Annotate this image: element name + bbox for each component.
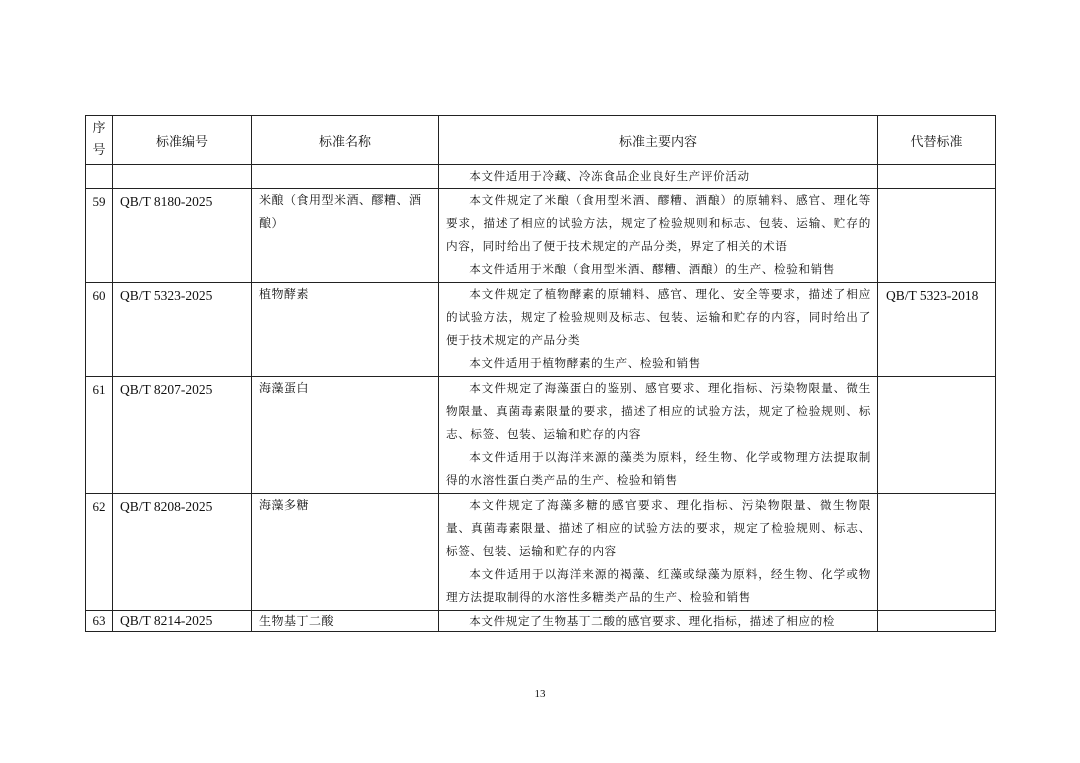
row-name: 米酿（食用型米酒、醪糟、酒酿） xyxy=(252,189,439,283)
table-row xyxy=(86,611,996,632)
table-row xyxy=(86,494,996,611)
row-content xyxy=(439,494,878,611)
standards-table xyxy=(85,115,996,632)
header-seq xyxy=(86,116,113,165)
row-replace xyxy=(878,611,996,632)
row-content-para1: 本文件规定了米酿（食用型米酒、醪糟、酒酿）的原辅料、感官、理化等要求，描述了相应的试验方法，规定了检验规则和标志、包装、运输、贮存的内容，同时给出了便于技术规定的产品分类，界定了相关的术语 xyxy=(446,193,871,253)
row-name: 植物酵素 xyxy=(252,283,439,377)
header-code: 标准编号 xyxy=(113,116,252,165)
continuation-content: 本文件适用于冷藏、冷冻食品企业良好生产评价活动 xyxy=(439,165,878,189)
row-seq: 60 xyxy=(86,283,113,377)
row-content xyxy=(439,611,878,632)
row-code: QB/T 8214-2025 xyxy=(113,611,252,632)
row-content-para2: 本文件适用于以海洋来源的藻类为原料，经生物、化学或物理方法提取制得的水溶性蛋白类产品的生产、检验和销售 xyxy=(446,450,871,487)
header-replace: 代替标准 xyxy=(878,116,996,165)
row-name: 生物基丁二酸 xyxy=(252,611,439,632)
header-seq-line1: 序 xyxy=(92,121,106,136)
header-seq-line2: 号 xyxy=(92,143,106,158)
table-row xyxy=(86,377,996,494)
table-row xyxy=(86,283,996,377)
row-content-para1: 本文件规定了生物基丁二酸的感官要求、理化指标，描述了相应的检 xyxy=(469,614,836,628)
row-content-para1: 本文件规定了海藻蛋白的鉴别、感官要求、理化指标、污染物限量、微生物限量、真菌毒素限量的要求，描述了相应的试验方法，规定了检验规则、标志、标签、包装、运输和贮存的内容 xyxy=(446,381,871,441)
row-content xyxy=(439,377,878,494)
row-seq: 59 xyxy=(86,189,113,283)
row-replace xyxy=(878,377,996,494)
row-code: QB/T 5323-2025 xyxy=(113,283,252,377)
row-code: QB/T 8180-2025 xyxy=(113,189,252,283)
row-code: QB/T 8208-2025 xyxy=(113,494,252,611)
row-content-para1: 本文件规定了海藻多糖的感官要求、理化指标、污染物限量、微生物限量、真菌毒素限量、描述了相应的试验方法的要求，规定了检验规则、标志、标签、包装、运输和贮存的内容 xyxy=(446,498,871,558)
row-content-para2: 本文件适用于米酿（食用型米酒、醪糟、酒酿）的生产、检验和销售 xyxy=(469,262,836,276)
header-name: 标准名称 xyxy=(252,116,439,165)
row-name: 海藻多糖 xyxy=(252,494,439,611)
row-content-para2: 本文件适用于植物酵素的生产、检验和销售 xyxy=(469,356,701,370)
row-seq: 61 xyxy=(86,377,113,494)
row-name: 海藻蛋白 xyxy=(252,377,439,494)
row-seq: 62 xyxy=(86,494,113,611)
row-code: QB/T 8207-2025 xyxy=(113,377,252,494)
row-content-para2: 本文件适用于以海洋来源的褐藻、红藻或绿藻为原料，经生物、化学或物理方法提取制得的水溶性多糖类产品的生产、检验和销售 xyxy=(446,567,871,604)
header-content: 标准主要内容 xyxy=(439,116,878,165)
table-row-continuation xyxy=(86,165,996,189)
row-replace xyxy=(878,494,996,611)
row-seq: 63 xyxy=(86,611,113,632)
row-content xyxy=(439,283,878,377)
row-replace xyxy=(878,189,996,283)
row-replace: QB/T 5323-2018 xyxy=(878,283,996,377)
row-content-para1: 本文件规定了植物酵素的原辅料、感官、理化、安全等要求，描述了相应的试验方法，规定了检验规则及标志、包装、运输和贮存的内容，同时给出了便于技术规定的产品分类 xyxy=(446,287,871,347)
table-header-row xyxy=(86,116,996,165)
row-content xyxy=(439,189,878,283)
table-row xyxy=(86,189,996,283)
page-number: 13 xyxy=(534,688,546,700)
